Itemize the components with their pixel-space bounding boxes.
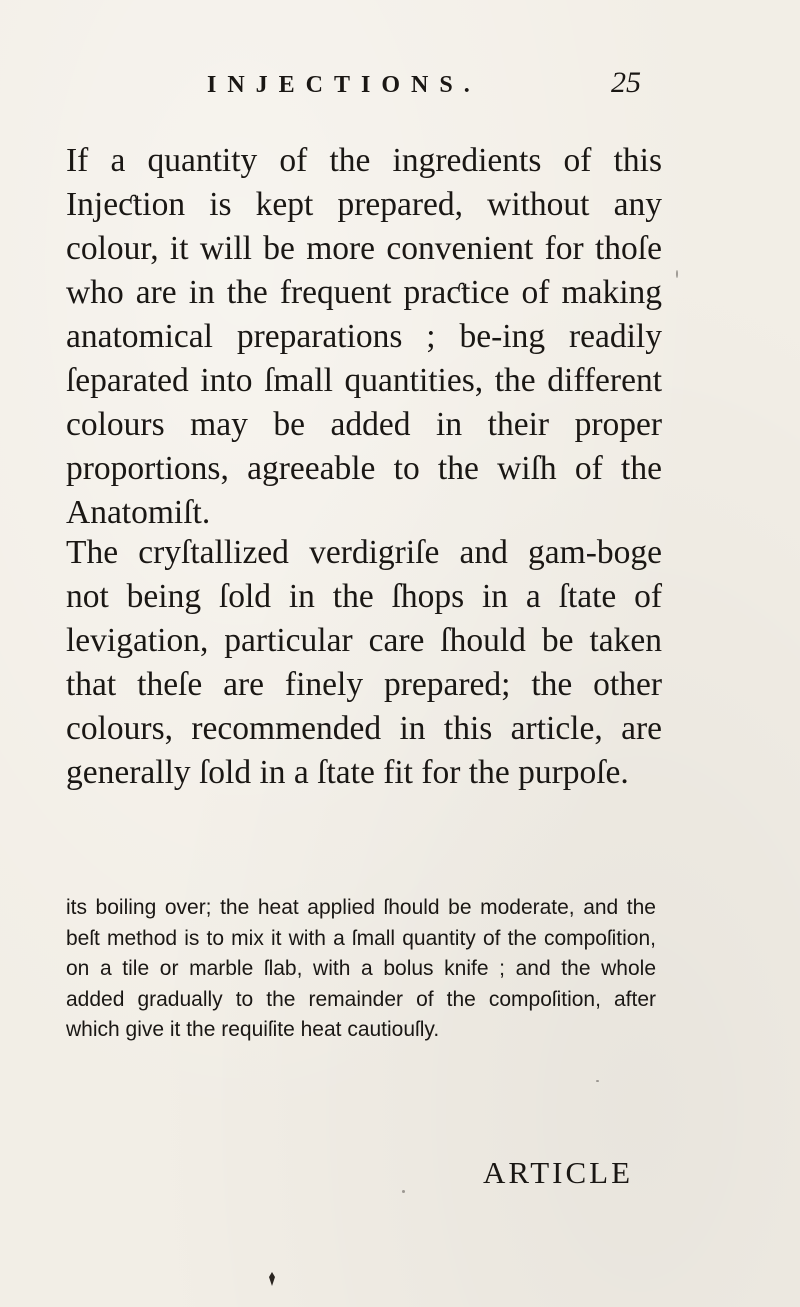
paper-speck <box>402 1190 405 1193</box>
page-number: 25 <box>611 66 641 99</box>
paper-speck <box>596 1080 599 1082</box>
paragraph-1-text: If a quantity of the ingredients of this Injeƈtion is kept prepared, without any colour, it will be more convenient for thoſe who are in the frequent praƈtice of making anatomical preparations ; be-ing readily ſeparated into ſmall quantities, the different colours may be added in their proper proportions, agreeable to the wiſh of the Anatomiſt. <box>66 142 662 531</box>
catchword: ARTICLE <box>483 1155 634 1190</box>
paragraph-1 <box>66 139 662 535</box>
paper-speck <box>676 270 678 278</box>
paragraph-2-text: The cryſtallized verdigriſe and gam-boge not being ſold in the ſhops in a ſtate of levigation, particular care ſhould be taken that theſe are finely prepared; the other colours, recommended in this article, are generally ſold in a ſtate fit for the purpoſe. <box>66 534 662 791</box>
footnote <box>66 893 656 1046</box>
printers-mark-icon <box>268 1272 276 1286</box>
running-head: INJECTIONS. <box>207 72 481 98</box>
paragraph-2 <box>66 531 662 795</box>
footnote-text: its boiling over; the heat applied ſhould be moderate, and the beſt method is to mix it with a ſmall quantity of the compoſition, on a tile or marble ſlab, with a bolus knife ; and the whole added gradually to the remainder of the compoſition, after which give it the requiſite heat cautiouſly. <box>66 896 656 1041</box>
